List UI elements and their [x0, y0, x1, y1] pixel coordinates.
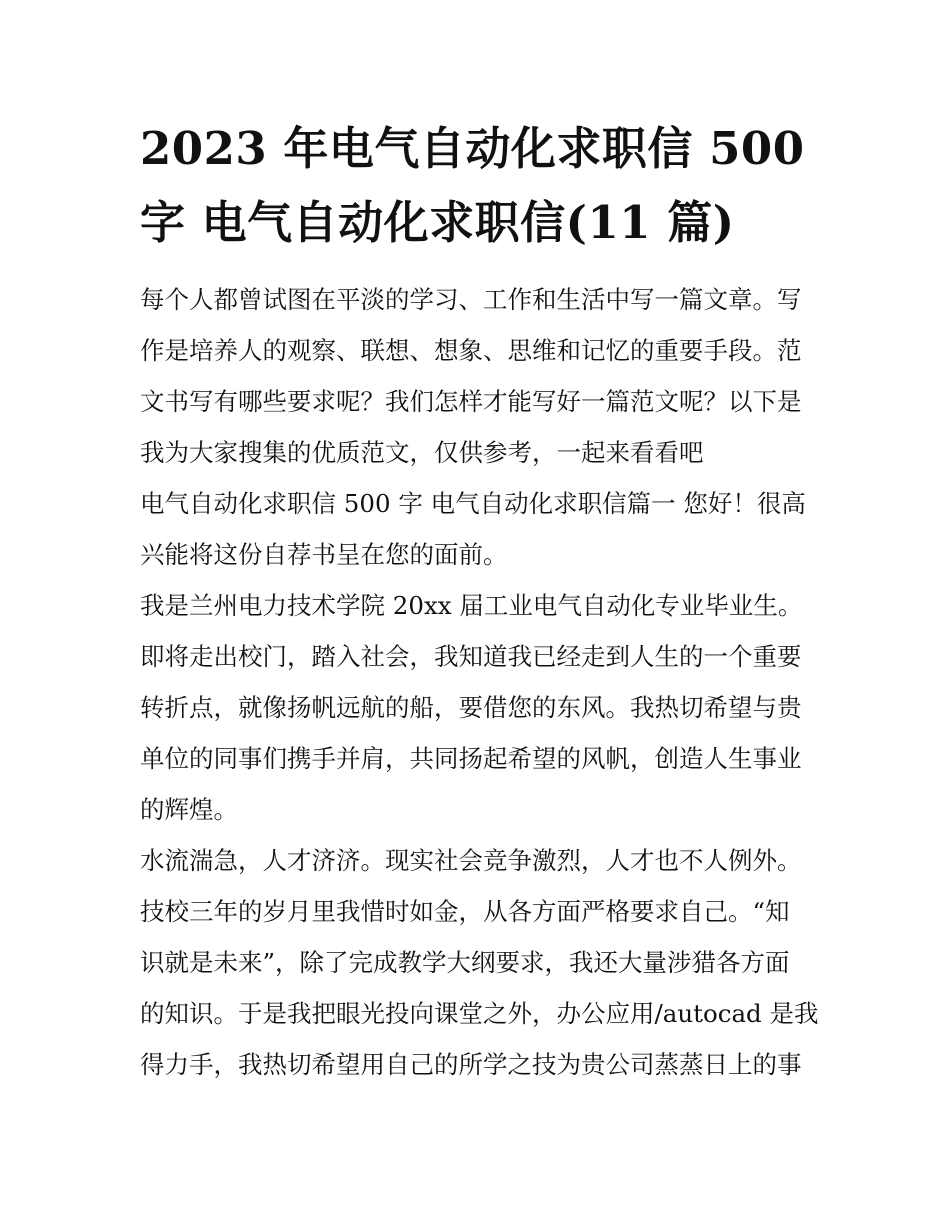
title-line: 2023 年电气自动化求职信 500	[140, 122, 805, 175]
self-intro-paragraph	[140, 580, 820, 835]
text-line: 兴能将这份自荐书呈在您的面前。	[140, 540, 508, 569]
document-page	[140, 112, 820, 1090]
text-line: 每个人都曾试图在平淡的学习、工作和生活中写一篇文章。写	[140, 285, 802, 314]
text-line: 的知识。于是我把眼光投向课堂之外，办公应用/autocad 是我	[140, 999, 819, 1028]
intro-paragraph	[140, 274, 820, 478]
text-line: 即将走出校门，踏入社会，我知道我已经走到人生的一个重要	[140, 642, 802, 671]
text-line: 我是兰州电力技术学院 20xx 届工业电气自动化专业毕业生。	[140, 591, 803, 620]
skills-paragraph	[140, 835, 820, 1090]
text-line: 得力手，我热切希望用自己的所学之技为贵公司蒸蒸日上的事	[140, 1050, 802, 1079]
text-line: 水流湍急，人才济济。现实社会竞争激烈，人才也不人例外。	[140, 846, 802, 875]
text-line: 我为大家搜集的优质范文，仅供参考，一起来看看吧	[140, 438, 704, 467]
text-line: 的辉煌。	[140, 795, 238, 824]
document-title	[140, 112, 820, 260]
text-line: 识就是未来”，除了完成教学大纲要求，我还大量涉猎各方面	[140, 948, 790, 977]
greeting-paragraph	[140, 478, 820, 580]
text-line: 电气自动化求职信 500 字 电气自动化求职信篇一 您好！很高	[140, 489, 806, 518]
text-line: 技校三年的岁月里我惜时如金，从各方面严格要求自己。“知	[140, 897, 790, 926]
text-line: 单位的同事们携手并肩，共同扬起希望的风帆，创造人生事业	[140, 744, 802, 773]
text-line: 文书写有哪些要求呢？我们怎样才能写好一篇范文呢？以下是	[140, 387, 802, 416]
title-line: 字 电气自动化求职信(11 篇)	[140, 196, 735, 249]
text-line: 转折点，就像扬帆远航的船，要借您的东风。我热切希望与贵	[140, 693, 802, 722]
text-line: 作是培养人的观察、联想、想象、思维和记忆的重要手段。范	[140, 336, 802, 365]
document-body	[140, 274, 820, 1090]
